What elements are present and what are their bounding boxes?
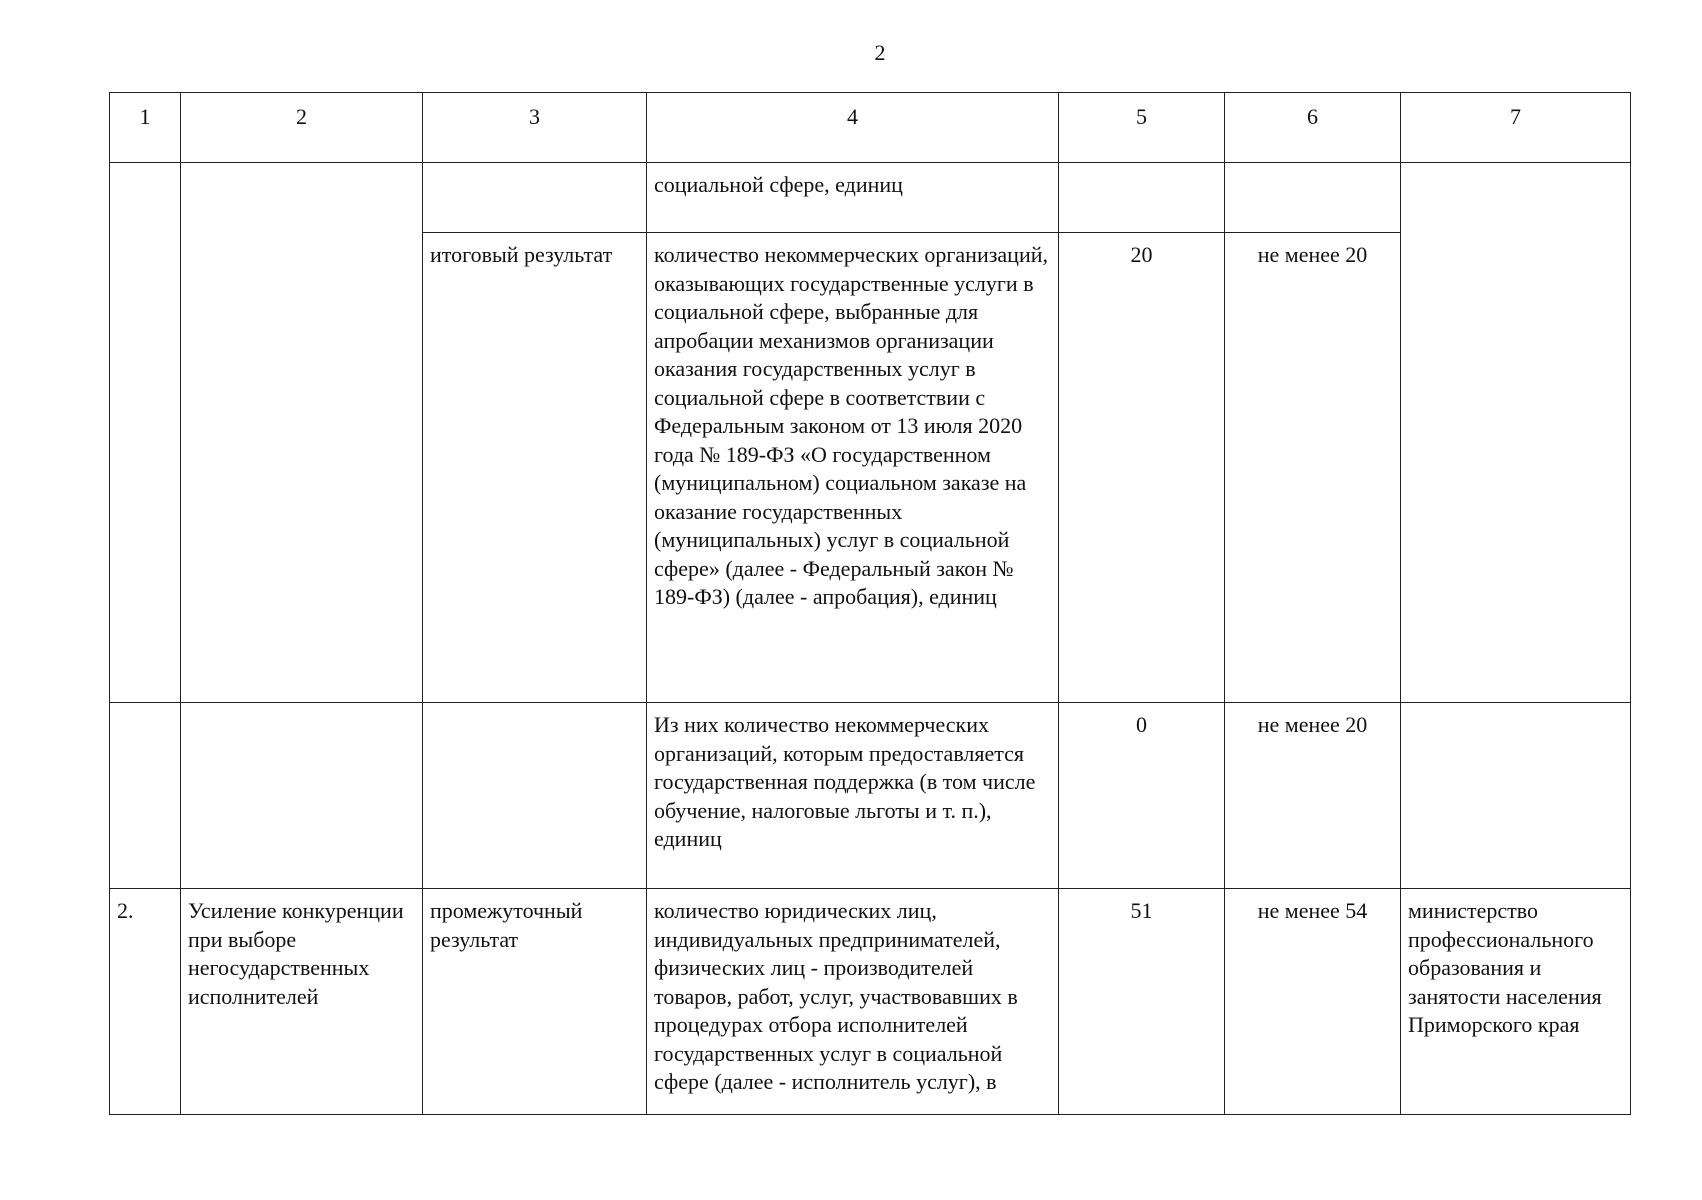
table-row	[110, 233, 1631, 703]
indicators-table	[109, 92, 1631, 1115]
header-cell-1: 1	[110, 93, 181, 163]
result-type-cell	[423, 163, 647, 233]
table-row	[110, 163, 1631, 233]
header-cell-7: 7	[1401, 93, 1631, 163]
base-value-cell	[1059, 163, 1225, 233]
result-type-cell: промежуточный результат	[423, 889, 647, 1115]
header-cell-2: 2	[181, 93, 423, 163]
header-cell-3: 3	[423, 93, 647, 163]
responsible-cell	[1401, 163, 1631, 233]
target-value-cell	[1225, 163, 1401, 233]
row-number-cell	[110, 233, 181, 703]
indicator-cell: Из них количество некоммерческих организаций, которым предоставляется государственная поддержка (в том числе обучение, налоговые льготы и т. п.), единиц	[647, 703, 1059, 889]
task-cell	[181, 163, 423, 233]
header-cell-5: 5	[1059, 93, 1225, 163]
responsible-cell	[1401, 233, 1631, 703]
row-number-cell	[110, 163, 181, 233]
task-cell	[181, 233, 423, 703]
page-number: 2	[874, 40, 886, 65]
table-row	[110, 889, 1631, 1115]
row-number-cell	[110, 703, 181, 889]
base-value-cell: 20	[1059, 233, 1225, 703]
target-value-cell: не менее 20	[1225, 703, 1401, 889]
responsible-cell	[1401, 703, 1631, 889]
task-cell	[181, 703, 423, 889]
target-value-cell: не менее 54	[1225, 889, 1401, 1115]
indicator-cell: количество юридических лиц, индивидуальных предпринимателей, физических лиц - производителей товаров, работ, услуг, участвовавших в процедурах отбора исполнителей государственных услуг в социальной сфере (далее - исполнитель услуг), в	[647, 889, 1059, 1115]
table-row	[110, 703, 1631, 889]
result-type-cell: итоговый результат	[423, 233, 647, 703]
indicator-cell: социальной сфере, единиц	[647, 163, 1059, 233]
responsible-cell: министерство профессионального образования и занятости населения Приморского края	[1401, 889, 1631, 1115]
result-type-cell	[423, 703, 647, 889]
indicator-cell: количество некоммерческих организаций, оказывающих государственные услуги в социальной сфере, выбранные для апробации механизмов организации оказания государственных услуг в социальной сфере в соответствии с Федеральным законом от 13 июля 2020 года № 189-ФЗ «О государственном (муниципальном) социальном заказе на оказание государственных (муниципальных) услуг в социальной сфере» (далее - Федеральный закон № 189-ФЗ) (далее - апробация), единиц	[647, 233, 1059, 703]
base-value-cell: 51	[1059, 889, 1225, 1115]
header-cell-4: 4	[647, 93, 1059, 163]
base-value-cell: 0	[1059, 703, 1225, 889]
target-value-cell: не менее 20	[1225, 233, 1401, 703]
header-cell-6: 6	[1225, 93, 1401, 163]
table-header-row	[110, 93, 1631, 163]
row-number-cell: 2.	[110, 889, 181, 1115]
task-cell: Усиление конкуренции при выборе негосударственных исполнителей	[181, 889, 423, 1115]
